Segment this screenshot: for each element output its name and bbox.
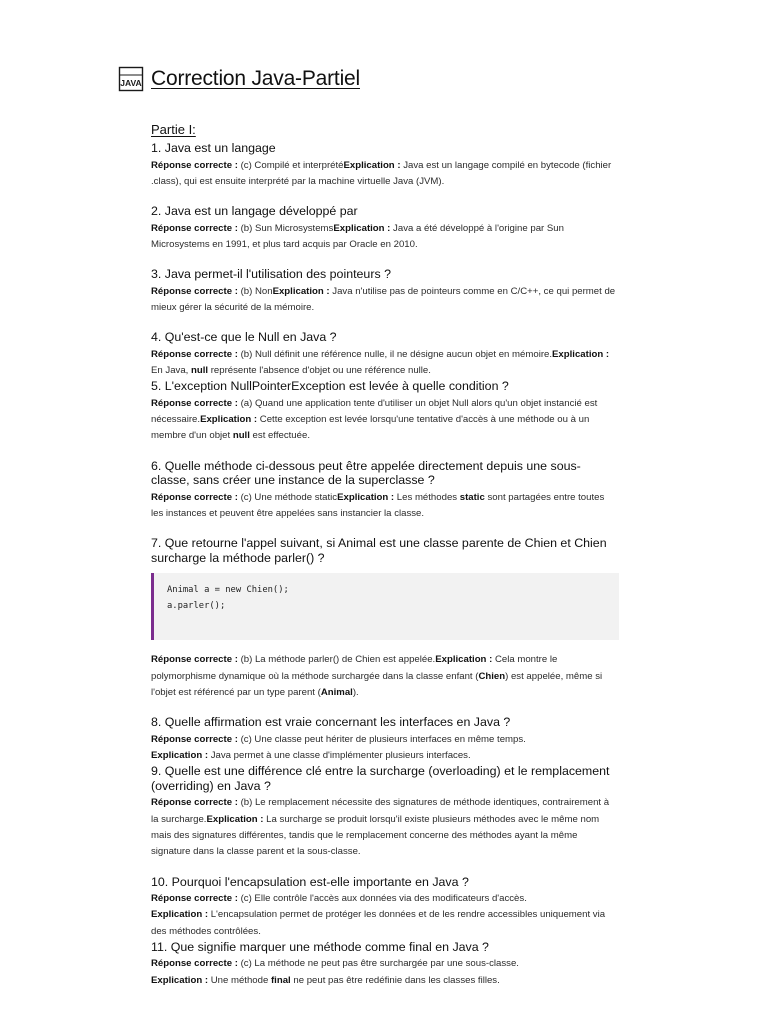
question-answer-text: Réponse correcte : (b) La méthode parler() de Chien est appelée.Explication : Cela montre le polymorphisme dynamique où la méthode surchargée dans la classe enfant (Chien) est appelée, même si l'objet est référencé par un type parent (Animal). [151, 654, 603, 698]
explanation-label: Explication : [435, 654, 493, 666]
explanation-label: Explication : [206, 813, 264, 825]
answer-label: Réponse correcte : [151, 893, 238, 905]
explanation-label: Explication : [333, 222, 391, 234]
question-answer-text: Réponse correcte : (c) Une classe peut hériter de plusieurs interfaces en même temps. Explication : Java permet à une classe d'implémenter plusieurs interfaces. [151, 733, 526, 762]
question-5 [151, 379, 619, 444]
explanation-label: Explication : [151, 974, 209, 986]
code-line: Animal a = new Chien(); [167, 585, 289, 596]
question-title: 6. Quelle méthode ci-dessous peut être appelée directement depuis une sous-classe, sans créer une instance de la superclasse ? [151, 458, 581, 488]
answer-label: Réponse correcte : [151, 733, 238, 745]
question-2 [151, 204, 619, 253]
question-title: 9. Quelle est une différence clé entre la surcharge (overloading) et le remplacement (overriding) en Java ? [151, 764, 610, 793]
question-answer-text: Réponse correcte : (b) NonExplication : Java n'utilise pas de pointeurs comme en C/C++, ce qui permet de mieux gérer la sécurité de la mémoire. [151, 285, 616, 313]
question-title: 2. Java est un langage développé par [151, 204, 358, 219]
document-content [151, 122, 619, 989]
explanation-label: Explication : [200, 414, 258, 426]
question-title: 3. Java permet-il l'utilisation des pointeurs ? [151, 267, 391, 282]
answer-label: Réponse correcte : [151, 397, 238, 409]
document-header [118, 66, 360, 92]
answer-label: Réponse correcte : [151, 958, 238, 970]
answer-label: Réponse correcte : [151, 348, 238, 360]
question-title: 4. Qu'est-ce que le Null en Java ? [151, 330, 337, 345]
question-title: 11. Que signifie marquer une méthode comme final en Java ? [151, 939, 489, 954]
question-title: 10. Pourquoi l'encapsulation est-elle importante en Java ? [151, 874, 469, 889]
explanation-label: Explication : [151, 909, 209, 921]
question-answer-text: Réponse correcte : (c) Elle contrôle l'accès aux données via des modificateurs d'accès. Explication : L'encapsulation permet de protéger les données et de les rendre accessibles uniquement via des méthodes contrôlées. [151, 893, 606, 937]
question-8 [151, 715, 619, 764]
explanation-label: Explication : [151, 750, 209, 762]
question-answer-text: Réponse correcte : (b) Le remplacement nécessite des signatures de méthode identiques, contrairement à la surcharge.Explication : La surcharge se produit lorsqu'il existe plusieurs méthodes avec le même nom mais des signatures différentes, tandis que le remplacement concerne des méthodes ayant la même signature dans la classe parent et la sous-classe. [151, 797, 610, 858]
question-title: 8. Quelle affirmation est vraie concernant les interfaces en Java ? [151, 715, 511, 730]
question-1 [151, 141, 619, 190]
answer-label: Réponse correcte : [151, 797, 238, 809]
explanation-label: Explication : [343, 159, 401, 171]
question-3 [151, 267, 619, 316]
question-title: 7. Que retourne l'appel suivant, si Animal est une classe parente de Chien et Chien surcharge la méthode parler() ? [151, 536, 607, 565]
code-block [151, 573, 619, 640]
question-title: 5. L'exception NullPointerException est levée à quelle condition ? [151, 379, 509, 394]
answer-label: Réponse correcte : [151, 222, 238, 234]
answer-label: Réponse correcte : [151, 285, 238, 297]
answer-label: Réponse correcte : [151, 159, 238, 171]
code-line: a.parler(); [167, 601, 226, 612]
document-title: Correction Java-Partiel [151, 67, 360, 90]
explanation-label: Explication : [337, 491, 395, 503]
answer-label: Réponse correcte : [151, 491, 238, 503]
question-10 [151, 875, 619, 940]
question-4 [151, 330, 619, 379]
question-answer-text: Réponse correcte : (b) Null définit une référence nulle, il ne désigne aucun objet en mémoire.Explication : En Java, null représente l'absence d'objet ou une référence nulle. [151, 348, 610, 377]
question-11 [151, 940, 619, 989]
part-title: Partie I: [151, 122, 196, 137]
question-9 [151, 764, 619, 860]
java-logo-text: JAVA [120, 78, 142, 88]
question-answer-text: Réponse correcte : (c) Compilé et interprétéExplication : Java est un langage compilé en bytecode (fichier .class), qui est ensuite interprété par la machine virtuelle Java (JVM). [151, 159, 612, 187]
question-title: 1. Java est un langage [151, 141, 276, 155]
question-answer-text: Réponse correcte : (a) Quand une application tente d'utiliser un objet Null alors qu'un objet instancié est nécessaire.Explication : Cette exception est levée lorsqu'une tentative d'accès à une méthode ou à un membre d'un objet null est effectuée. [151, 397, 598, 442]
explanation-label: Explication : [552, 348, 610, 360]
java-logo-icon [118, 66, 144, 92]
question-answer-text: Réponse correcte : (c) La méthode ne peut pas être surchargée par une sous-classe. Explication : Une méthode final ne peut pas être redéfinie dans les classes filles. [151, 958, 519, 986]
question-7 [151, 536, 619, 701]
question-answer-text: Réponse correcte : (c) Une méthode staticExplication : Les méthodes static sont partagées entre toutes les instances et peuvent être appelées sans instancier la classe. [151, 491, 605, 520]
explanation-label: Explication : [272, 285, 330, 297]
question-answer-text: Réponse correcte : (b) Sun MicrosystemsExplication : Java a été développé à l'origine par Sun Microsystems en 1991, et plus tard acquis par Oracle en 2010. [151, 222, 564, 250]
answer-label: Réponse correcte : [151, 654, 238, 666]
question-6 [151, 459, 619, 523]
